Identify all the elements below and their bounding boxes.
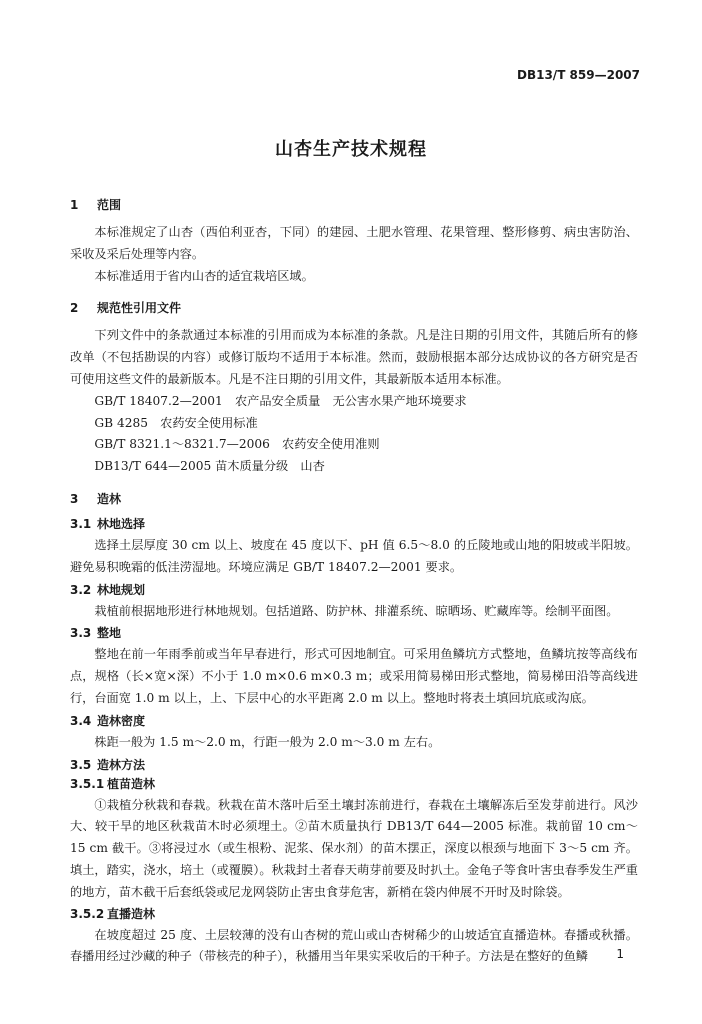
subsection-title: 直播造林 xyxy=(107,906,156,921)
section-heading-3 xyxy=(70,491,638,508)
paragraph: 在坡度超过 25 度、土层较薄的没有山杏树的荒山或山杏树稀少的山坡适宜直播造林。春播或秋播。春播用经过沙藏的种子（带核壳的种子），秋播用当年果实采收后的干种子。方法是在整好的鱼鳞 xyxy=(70,927,638,964)
paragraph: 选择土层厚度 30 cm 以上、坡度在 45 度以下、pH 值 6.5～8.0 的丘陵地或山地的阳坡或半阳坡。避免易积晚霜的低洼涝湿地。环境应满足 GB/T 18407.2—2001 要求。 xyxy=(70,537,638,574)
section-number: 2 xyxy=(70,301,79,316)
subsection-title: 林地选择 xyxy=(97,516,146,531)
subsection-number: 3.2 xyxy=(70,582,92,597)
subsection-heading-3-3 xyxy=(70,625,638,642)
reference-item: GB 4285 农药安全使用标准 xyxy=(94,415,258,430)
document-title: 山杏生产技术规程 xyxy=(275,139,427,160)
section-title: 造林 xyxy=(97,491,122,506)
section-title: 范围 xyxy=(97,198,122,212)
document-body xyxy=(70,197,638,968)
subsection-heading-3-1 xyxy=(70,516,638,533)
standard-number: DB13/T 859—2007 xyxy=(517,68,640,82)
subsection-number: 3.5.2 xyxy=(70,906,105,921)
reference-item: GB/T 8321.1～8321.7—2006 农药安全使用准则 xyxy=(94,437,380,452)
paragraph: 本标准适用于省内山杏的适宜栽培区域。 xyxy=(94,268,314,283)
section-heading-2 xyxy=(70,300,638,317)
reference-item: GB/T 18407.2—2001 农产品安全质量 无公害水果产地环境要求 xyxy=(94,393,467,408)
section-heading-1 xyxy=(70,197,638,214)
paragraph: 株距一般为 1.5 m～2.0 m，行距一般为 2.0 m～3.0 m 左右。 xyxy=(94,734,441,749)
subsection-heading-3-5-1 xyxy=(70,776,638,793)
subsection-title: 造林方法 xyxy=(97,757,146,772)
subsection-number: 3.3 xyxy=(70,626,92,641)
section-title: 规范性引用文件 xyxy=(97,301,182,316)
paragraph: 整地在前一年雨季前或当年早春进行，形式可因地制宜。可采用鱼鳞坑方式整地，鱼鳞坑按等高线布点，规格（长×宽×深）不小于 1.0 m×0.6 m×0.3 m；或采用简易梯田形式整地，简易梯田沿等高线进行，台面宽 1.0 m 以上，上、下层中心的水平距离 2.0 m 以上。整地时将表土填回坑底或沟底。 xyxy=(70,647,638,705)
subsection-title: 造林密度 xyxy=(97,713,146,728)
subsection-heading-3-4 xyxy=(70,713,638,730)
subsection-number: 3.1 xyxy=(70,516,92,531)
subsection-heading-3-5 xyxy=(70,757,638,774)
subsection-title: 林地规划 xyxy=(97,582,146,597)
paragraph: 栽植前根据地形进行林地规划。包括道路、防护林、排灌系统、晾晒场、贮藏库等。绘制平面图。 xyxy=(94,603,619,618)
page-number: 1 xyxy=(616,947,624,961)
subsection-title: 植苗造林 xyxy=(107,776,156,791)
section-number: 3 xyxy=(70,491,79,506)
subsection-title: 整地 xyxy=(97,626,122,641)
paragraph: 下列文件中的条款通过本标准的引用而成为本标准的条款。凡是注日期的引用文件，其随后所有的修改单（不包括勘误的内容）或修订版均不适用于本标准。然而，鼓励根据本部分达成协议的各方研究是否可使用这些文件的最新版本。凡是不注日期的引用文件，其最新版本适用本标准。 xyxy=(70,328,638,386)
subsection-heading-3-2 xyxy=(70,582,638,599)
subsection-number: 3.5 xyxy=(70,757,92,772)
subsection-number: 3.5.1 xyxy=(70,776,105,791)
paragraph: 本标准规定了山杏（西伯利亚杏，下同）的建园、土肥水管理、花果管理、整形修剪、病虫害防治、采收及采后处理等内容。 xyxy=(70,225,638,261)
subsection-heading-3-5-2 xyxy=(70,906,638,923)
section-number: 1 xyxy=(70,198,79,212)
reference-item: DB13/T 644—2005 苗木质量分级 山杏 xyxy=(94,459,325,474)
subsection-number: 3.4 xyxy=(70,713,92,728)
paragraph: ①栽植分秋栽和春栽。秋栽在苗木落叶后至土壤封冻前进行，春栽在土壤解冻后至发芽前进行。风沙大、较干旱的地区秋栽苗木时必须埋土。②苗木质量执行 DB13/T 644—2005 标准。栽前留 10 cm～15 cm 截干。③将浸过水（或生根粉、泥浆、保水剂）的苗木摆正，深度以根颈与地面下 3～5 cm 齐。填土，踏实，浇水，培土（或覆膜）。秋栽封土者春天萌芽前要及时扒土。金龟子等食叶害虫春季发生严重的地方，苗木截干后套纸袋或尼龙网袋防止害虫食芽危害，新梢在袋内伸展不开时及时除袋。 xyxy=(70,797,638,899)
